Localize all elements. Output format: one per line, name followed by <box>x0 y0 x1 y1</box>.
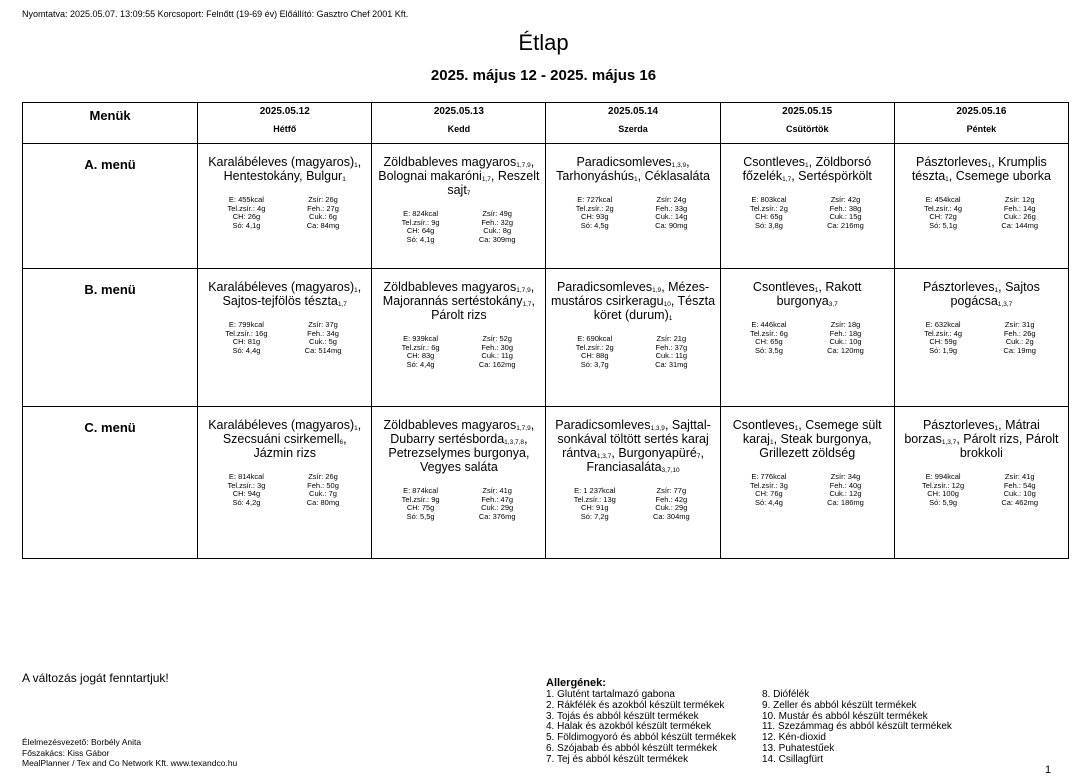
nutrition-value: Tel.zsír.: 2g <box>575 342 614 352</box>
nutrition-value: Só: 4,1g <box>406 234 435 244</box>
nutrition-value: CH: 75g <box>406 503 435 512</box>
nutrition-value: Ca: 186mg <box>827 497 864 507</box>
menu-cell <box>720 269 894 407</box>
day-header-row <box>23 103 1069 144</box>
allergen-codes: 1,3,7,8 <box>504 439 525 446</box>
allergen-codes: 1,7,9 <box>516 162 531 169</box>
nutrition-value: Só: 5,1g <box>929 220 958 230</box>
nutrition-value: Ca: 90mg <box>655 220 688 230</box>
allergen-codes: 1 <box>814 287 819 294</box>
allergen-codes: 1 <box>805 162 809 169</box>
nutrition-value: Cuk.: 8g <box>483 226 512 235</box>
allergen-codes: 1,3,7 <box>596 453 612 460</box>
dish-name: Petrezselymes burgonya <box>388 446 526 460</box>
menu-cell <box>546 144 720 269</box>
nutrition-value: CH: 93g <box>581 212 609 221</box>
nutrition-value: E: 824kcal <box>403 209 439 218</box>
allergen-codes: 1 <box>342 176 346 183</box>
dish-list: Csontleves$_1$, Zöldborsó főzelék$_{1,7}$, Sertéspörkölt <box>742 155 872 183</box>
dish-list: Karalábéleves $(magyaros)_1$, Hentestokány, Bulgur$_1$ <box>208 155 362 183</box>
nutrition-value: E: 776kcal <box>751 472 787 481</box>
nutrition-info <box>907 196 1056 230</box>
dish-list: Csontleves$_1$, Rakott burgonya$_{3,7}$ <box>752 280 862 308</box>
nutrition-value: E: 455kcal <box>228 195 264 204</box>
nutrition-value: Ca: 304mg <box>652 511 690 521</box>
nutrition-value: Feh.: 18g <box>829 328 862 338</box>
dish-name: Tészta köret (durum) <box>593 294 716 322</box>
staff-line: Élelmezésvezető: Borbély Anita <box>22 737 142 747</box>
dish-name: Zöldbableves magyaros <box>383 155 517 169</box>
nutrition-value: Cuk.: 6g <box>309 212 337 221</box>
allergen-codes: 10 <box>663 301 671 308</box>
menu-row <box>23 407 1069 559</box>
nutrition-value: Ca: 376mg <box>478 511 516 521</box>
dish-list: Zöldbableves magyaros$_{1,7,9}$, Dubarry sertésborda$_{1,3,7,8}$, Petrezselymes burgonya, Vegyes saláta <box>383 418 535 474</box>
nutrition-value: Zsír: 26g <box>308 472 338 481</box>
dish-name: Rakott burgonya <box>776 280 862 308</box>
nutrition-value: CH: 59g <box>929 337 957 346</box>
dish-name: Paradicsomleves <box>556 280 653 294</box>
menu-cell <box>894 407 1068 559</box>
nutrition-value: E: 1 237kcal <box>574 486 616 495</box>
nutrition-info <box>733 321 882 355</box>
nutrition-value: Tel.zsír.: 13g <box>573 494 616 504</box>
allergen-item: 10. Mustár és abból készült termékek <box>762 710 928 722</box>
nutrition-value: CH: 83g <box>406 351 435 360</box>
nutrition-value: Tel.zsír.: 3g <box>227 480 266 490</box>
allergen-item: 2. Rákfélék és azokból készült termékek <box>546 699 725 711</box>
nutrition-value: Zsír: 26g <box>308 195 338 204</box>
day-header <box>372 103 546 144</box>
day-header <box>894 103 1068 144</box>
day-date: 2025.05.13 <box>433 106 484 117</box>
nutrition-value: Ca: 309mg <box>478 234 516 244</box>
dish-list: Pásztorleves$_1$, Sajtos pogácsa$_{1,3,7}$ <box>922 280 1040 308</box>
dish-list: Paradicsomleves$_{1,9}$, Mézes-mustáros csirkeragu$_{10}$, Tészta köret $(durum)_1$ <box>551 280 716 322</box>
dish-name: Karalábéleves (magyaros) <box>208 418 355 432</box>
allergen-codes: 1 <box>634 176 638 183</box>
nutrition-value: Cuk.: 5g <box>309 337 337 346</box>
nutrition-value: Tel.zsír.: 16g <box>225 328 268 338</box>
nutrition-info <box>384 487 533 521</box>
nutrition-value: Zsír: 18g <box>830 320 861 329</box>
allergen-codes: 1,7,9 <box>516 425 531 432</box>
allergen-codes: 1 <box>769 439 774 446</box>
allergen-codes: 7 <box>696 453 701 460</box>
allergen-codes: 3,7,10 <box>661 467 680 474</box>
dish-name: Csontleves <box>732 418 795 432</box>
nutrition-value: Feh.: 26g <box>1003 328 1036 338</box>
dish-name: Reszelt sajt <box>447 169 540 197</box>
nutrition-value: Feh.: 40g <box>829 480 862 490</box>
nutrition-value: Cuk.: 14g <box>655 212 688 221</box>
allergen-item: 1. Glutént tartalmazó gabona <box>546 689 675 700</box>
nutrition-value: Feh.: 42g <box>655 494 688 504</box>
nutrition-info <box>384 210 533 244</box>
allergen-codes: 1,3,9 <box>650 425 665 432</box>
nutrition-value: Ca: 84mg <box>306 220 340 230</box>
menu-cell <box>372 407 546 559</box>
nutrition-value: CH: 91g <box>581 503 609 512</box>
nutrition-value: Feh.: 30g <box>481 342 514 352</box>
day-date: 2025.05.12 <box>259 106 310 117</box>
nutrition-value: Só: 5,9g <box>929 497 958 507</box>
dish-name: Zöldborsó főzelék <box>742 155 872 183</box>
nutrition-value: Zsír: 42g <box>830 195 861 204</box>
allergen-codes: 1,3,9 <box>671 162 687 169</box>
dish-list: Paradicsomleves$_{1,3,9}$, Tarhonyáshús$_1$, Céklasaláta <box>556 155 710 183</box>
allergen-item: 3. Tojás és abból készült termékek <box>546 710 699 722</box>
nutrition-info <box>907 321 1056 355</box>
nutrition-value: Tel.zsír.: 2g <box>749 203 788 213</box>
menu-row-label: A. menü <box>23 144 198 269</box>
allergen-codes: 1,7 <box>337 301 347 308</box>
dish-name: Csemege uborka <box>955 169 1051 183</box>
allergen-codes: 1 <box>794 425 799 432</box>
nutrition-info <box>384 335 533 369</box>
dish-name: Párolt brokkoli <box>959 432 1059 460</box>
nutrition-value: Ca: 120mg <box>827 345 864 355</box>
nutrition-value: Ca: 144mg <box>1001 220 1039 230</box>
nutrition-info <box>558 335 707 369</box>
nutrition-value: Ca: 216mg <box>827 220 864 230</box>
nutrition-info <box>558 196 707 230</box>
nutrition-value: CH: 64g <box>406 226 435 235</box>
dish-name: Párolt rizs <box>431 308 487 322</box>
dish-list: Pásztorleves$_1$, Mátrai borzas$_{1,3,7}$, Párolt rizs, Párolt brokkoli <box>904 418 1059 460</box>
dish-name: Céklasaláta <box>644 169 710 183</box>
menu-cell <box>546 269 720 407</box>
allergen-codes: 1 <box>994 425 999 432</box>
nutrition-value: Feh.: 27g <box>307 203 339 213</box>
allergen-codes: 1 <box>354 425 358 432</box>
nutrition-value: Só: 4,4g <box>754 497 783 507</box>
dish-name: Vegyes saláta <box>419 460 498 474</box>
nutrition-value: Tel.zsír.: 4g <box>227 203 266 213</box>
nutrition-value: Zsír: 21g <box>656 334 687 343</box>
nutrition-value: CH: 76g <box>755 489 783 498</box>
nutrition-value: Tel.zsír.: 4g <box>924 203 963 213</box>
allergen-item: 11. Szezámmag és abból készült termékek <box>762 721 952 733</box>
nutrition-value: Cuk.: 11g <box>655 351 688 360</box>
dish-name: Karalábéleves (magyaros) <box>208 155 355 169</box>
allergen-codes: 1 <box>945 176 949 183</box>
allergen-codes: 7 <box>466 190 471 197</box>
dish-list: Karalábéleves $(magyaros)_1$, Sajtos-tejfölös tészta$_{1,7}$ <box>208 280 362 308</box>
day-name: Kedd <box>447 124 471 134</box>
allergen-codes: 3,7 <box>828 301 838 308</box>
day-header <box>546 103 720 144</box>
nutrition-value: Cuk.: 2g <box>1005 337 1034 346</box>
dish-name: Sajttal-sonkával töltött sertés karaj rántva <box>557 418 711 460</box>
nutrition-value: Só: 3,7g <box>580 359 609 369</box>
nutrition-value: E: 727kcal <box>577 195 613 204</box>
day-name: Hétfő <box>273 124 297 134</box>
staff-line: Főszakács: Kiss Gábor <box>22 747 110 758</box>
nutrition-value: Cuk.: 29g <box>655 503 688 512</box>
dish-name: Burgonyapüré <box>618 446 697 460</box>
dish-name: Pásztorleves <box>922 418 995 432</box>
allergen-codes: 1,3,7 <box>941 439 957 446</box>
dish-name: Mátrai borzas <box>904 418 1040 446</box>
nutrition-value: Feh.: 47g <box>481 494 514 504</box>
menu-row <box>23 269 1069 407</box>
nutrition-value: Cuk.: 7g <box>309 489 337 498</box>
menu-cell <box>546 407 720 559</box>
staff-line: MealPlanner / Tex and Co Network Kft. www.texandco.hu <box>22 758 238 768</box>
nutrition-value: Feh.: 38g <box>829 203 862 213</box>
nutrition-value: E: 632kcal <box>925 320 961 329</box>
nutrition-value: CH: 94g <box>232 489 261 498</box>
nutrition-value: Cuk.: 15g <box>829 212 862 221</box>
nutrition-value: Cuk.: 10g <box>1003 489 1036 498</box>
nutrition-value: Tel.zsír.: 9g <box>401 494 440 504</box>
day-header <box>720 103 894 144</box>
dish-name: Paradicsomleves <box>576 155 672 169</box>
nutrition-value: Zsír: 52g <box>482 334 512 343</box>
day-name: Péntek <box>966 124 997 134</box>
menu-cell <box>894 144 1068 269</box>
nutrition-value: Zsír: 49g <box>482 209 512 218</box>
nutrition-value: CH: 88g <box>581 351 609 360</box>
allergen-codes: 1,7 <box>522 301 532 308</box>
nutrition-info <box>210 473 359 507</box>
nutrition-value: Só: 7,2g <box>580 511 609 521</box>
nutrition-value: Ca: 514mg <box>304 345 342 355</box>
nutrition-value: Só: 4,5g <box>580 220 609 230</box>
menu-cell <box>720 407 894 559</box>
nutrition-value: Ca: 19mg <box>1003 345 1036 355</box>
dish-name: Csemege sült karaj <box>742 418 882 446</box>
nutrition-value: Ca: 31mg <box>655 359 688 369</box>
dish-name: Bulgur <box>306 169 343 183</box>
nutrition-value: Tel.zsír.: 6g <box>401 342 440 352</box>
nutrition-value: E: 939kcal <box>403 334 439 343</box>
dish-name: Csontleves <box>743 155 806 169</box>
allergen-codes: 1 <box>354 287 358 294</box>
nutrition-info <box>210 196 359 230</box>
nutrition-value: Feh.: 34g <box>307 328 339 338</box>
menu-cell <box>372 269 546 407</box>
allergen-codes: 1,3,7 <box>997 301 1013 308</box>
dish-name: Franciasaláta <box>586 460 662 474</box>
page-title: Étlap <box>518 30 569 55</box>
nutrition-info <box>210 321 359 355</box>
nutrition-value: E: 690kcal <box>577 334 613 343</box>
dish-name: Bolognai makaróni <box>378 169 482 183</box>
day-date: 2025.05.16 <box>956 106 1007 117</box>
nutrition-value: Só: 4,1g <box>232 220 261 230</box>
nutrition-value: Cuk.: 12g <box>829 489 862 498</box>
allergen-item: 8. Diófélék <box>762 689 810 700</box>
nutrition-value: CH: 72g <box>929 212 957 221</box>
nutrition-value: Ca: 162mg <box>478 359 516 369</box>
menu-cell <box>198 407 372 559</box>
nutrition-value: Feh.: 33g <box>655 203 688 213</box>
dish-name: Szecsuáni csirkemell <box>222 432 340 446</box>
dish-list: Karalábéleves $(magyaros)_1$, Szecsuáni csirkemell$_6$, Jázmin rizs <box>208 418 362 460</box>
dish-list: Pásztorleves$_1$, Krumplis tészta$_1$, Csemege uborka <box>911 155 1051 183</box>
nutrition-value: Zsír: 34g <box>830 472 861 481</box>
dish-name: Hentestokány <box>223 169 300 183</box>
menu-cell <box>894 269 1068 407</box>
nutrition-value: Feh.: 14g <box>1003 203 1036 213</box>
dish-name: Csontleves <box>752 280 815 294</box>
nutrition-value: Cuk.: 26g <box>1003 212 1036 221</box>
nutrition-value: Cuk.: 10g <box>829 337 862 346</box>
dish-name: Mézes-mustáros csirkeragu <box>551 280 710 308</box>
day-name: Szerda <box>618 124 648 134</box>
dish-name: Dubarry sertésborda <box>390 432 505 446</box>
nutrition-value: E: 799kcal <box>228 320 264 329</box>
nutrition-value: CH: 81g <box>232 337 261 346</box>
dish-name: Paradicsomleves <box>555 418 651 432</box>
nutrition-value: Cuk.: 29g <box>481 503 514 512</box>
change-notice: A változás jogát fenntartjuk! <box>22 671 169 685</box>
nutrition-value: Zsír: 12g <box>1004 195 1035 204</box>
nutrition-value: Só: 4,2g <box>232 497 261 507</box>
dish-name: Zöldbableves magyaros <box>383 418 517 432</box>
nutrition-value: Zsír: 24g <box>656 195 687 204</box>
nutrition-value: Só: 3,5g <box>754 345 783 355</box>
menu-row <box>23 144 1069 269</box>
allergen-codes: 6 <box>339 439 344 446</box>
page-number: 1 <box>1045 764 1052 776</box>
day-header <box>198 103 372 144</box>
nutrition-value: CH: 100g <box>927 489 959 498</box>
nutrition-value: Cuk.: 11g <box>481 351 513 360</box>
dish-name: Sertéspörkölt <box>798 169 872 183</box>
dish-name: Majorannás sertéstokány <box>382 294 523 308</box>
allergen-codes: 1,7 <box>782 176 792 183</box>
nutrition-value: Tel.zsír.: 6g <box>749 328 788 338</box>
allergen-list-2 <box>762 690 952 766</box>
menu-cell <box>720 144 894 269</box>
allergen-item: 9. Zeller és abból készült termékek <box>762 699 917 711</box>
nutrition-value: E: 994kcal <box>925 472 961 481</box>
dish-name: Jázmin rizs <box>253 446 316 460</box>
nutrition-value: Tel.zsír.: 3g <box>749 480 788 490</box>
nutrition-value: Só: 1,9g <box>929 345 958 355</box>
nutrition-value: Zsír: 41g <box>1004 472 1035 481</box>
nutrition-value: Zsír: 31g <box>1004 320 1035 329</box>
dish-name: Krumplis tészta <box>911 155 1047 183</box>
allergen-item: 5. Földimogyoró és abból készült termékek <box>546 732 737 744</box>
dish-name: Párolt rizs <box>963 432 1019 446</box>
nutrition-info <box>907 473 1056 507</box>
nutrition-value: Tel.zsír.: 4g <box>924 328 963 338</box>
menu-row-label: C. menü <box>23 407 198 559</box>
dish-list: Zöldbableves magyaros$_{1,7,9}$, Bolognai makaróni$_{1,7}$, Reszelt sajt$_7$ <box>378 155 540 197</box>
date-range: 2025. május 12 - 2025. május 16 <box>430 67 657 84</box>
allergen-codes: 1,7 <box>481 176 491 183</box>
nutrition-value: Tel.zsír.: 9g <box>401 217 440 227</box>
nutrition-value: CH: 65g <box>755 212 783 221</box>
dish-name: Sajtos-tejfölös tészta <box>222 294 338 308</box>
allergen-codes: 1 <box>994 287 999 294</box>
menu-cell <box>198 269 372 407</box>
nutrition-value: Feh.: 54g <box>1003 480 1036 490</box>
dish-name: Grillezett zöldség <box>759 446 856 460</box>
dish-list: Csontleves$_1$, Csemege sült karaj$_1$, Steak burgonya, Grillezett zöldség <box>732 418 882 460</box>
menu-column-header: Menük <box>23 103 198 144</box>
nutrition-value: Feh.: 37g <box>655 342 688 352</box>
allergen-codes: 1,9 <box>652 287 662 294</box>
allergen-item: 4. Halak és azokból készült termékek <box>546 721 712 733</box>
allergen-codes: 1 <box>987 162 992 169</box>
nutrition-value: Feh.: 50g <box>307 480 339 490</box>
day-date: 2025.05.15 <box>782 106 833 117</box>
staff-info <box>22 737 237 769</box>
dish-name: Steak burgonya <box>780 432 869 446</box>
nutrition-value: Tel.zsír.: 12g <box>922 480 965 490</box>
nutrition-value: Feh.: 32g <box>481 217 514 227</box>
nutrition-value: CH: 26g <box>232 212 261 221</box>
menu-row-label: B. menü <box>23 269 198 407</box>
dish-list: Zöldbableves magyaros$_{1,7,9}$, Majorannás sertéstokány$_{1,7}$, Párolt rizs <box>382 280 535 322</box>
day-date: 2025.05.14 <box>608 106 659 117</box>
nutrition-value: E: 446kcal <box>751 320 787 329</box>
nutrition-value: Só: 3,8g <box>754 220 783 230</box>
allergen-item: 12. Kén-dioxid <box>762 732 826 744</box>
nutrition-info <box>733 196 882 230</box>
nutrition-value: Só: 4,4g <box>232 345 261 355</box>
allergen-list-1 <box>546 690 736 766</box>
nutrition-value: E: 454kcal <box>925 195 961 204</box>
allergen-codes: 1 <box>354 162 358 169</box>
dish-name: Pásztorleves <box>916 155 988 169</box>
allergens-title: Allergének: <box>546 677 606 689</box>
nutrition-value: E: 803kcal <box>751 195 787 204</box>
nutrition-value: CH: 65g <box>755 337 783 346</box>
dish-name: Sajtos pogácsa <box>950 280 1040 308</box>
nutrition-value: E: 874kcal <box>403 486 439 495</box>
dish-list: Paradicsomleves$_{1,3,9}$, Sajttal-sonkával töltött sertés karaj rántva$_{1,3,7}$, Burgonyapüré$_7$, Franciasaláta$_{3,7,10}$ <box>555 418 711 474</box>
allergen-codes: 1,7,9 <box>516 287 531 294</box>
nutrition-value: Só: 5,5g <box>406 511 435 521</box>
allergen-item: 6. Szójabab és abból készült termékek <box>546 742 718 754</box>
menu-table <box>22 102 1069 559</box>
nutrition-info <box>558 487 707 521</box>
nutrition-value: Só: 4,4g <box>406 359 435 369</box>
nutrition-value: Ca: 80mg <box>306 497 340 507</box>
allergen-codes: 1 <box>668 315 673 322</box>
nutrition-info <box>733 473 882 507</box>
menu-cell <box>372 144 546 269</box>
allergen-item: 7. Tej és abból készült termékek <box>546 753 689 765</box>
dish-name: Tarhonyáshús <box>556 169 634 183</box>
allergen-item: 13. Puhatestűek <box>762 742 835 754</box>
nutrition-value: Zsír: 77g <box>656 486 687 495</box>
dish-name: Pásztorleves <box>922 280 995 294</box>
dish-name: Zöldbableves magyaros <box>383 280 517 294</box>
allergen-item: 14. Csillagfürt <box>762 753 824 765</box>
nutrition-value: Zsír: 41g <box>482 486 512 495</box>
print-info: Nyomtatva: 2025.05.07. 13:09:55 Korcsoport: Felnőtt (19-69 év) Előállító: Gasztro Chef 2001 Kft. <box>22 9 409 19</box>
nutrition-value: Ca: 462mg <box>1001 497 1039 507</box>
nutrition-value: Tel.zsír.: 2g <box>575 203 614 213</box>
menu-cell <box>198 144 372 269</box>
nutrition-value: E: 814kcal <box>228 472 264 481</box>
dish-name: Karalábéleves (magyaros) <box>208 280 355 294</box>
day-name: Csütörtök <box>785 124 829 134</box>
nutrition-value: Zsír: 37g <box>308 320 338 329</box>
